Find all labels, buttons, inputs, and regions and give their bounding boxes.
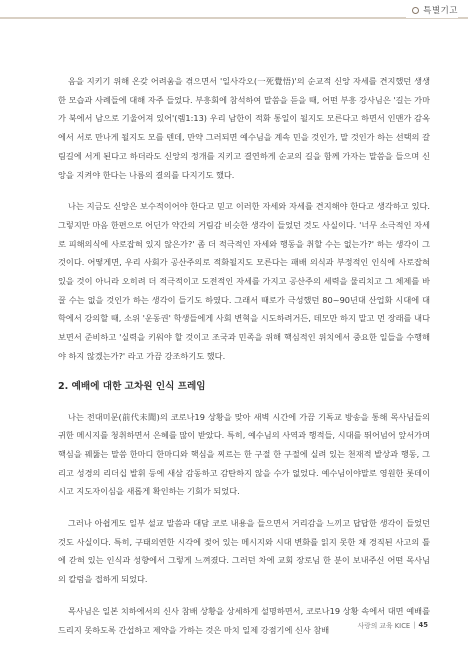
paragraph-3: 나는 전대미문(前代未聞)의 코로나19 상황을 맞아 새벽 시간에 가끔 기독교 방송을 통해 목사님들의 귀한 메시지를 청취하면서 은혜를 많이 받았다. 특히, 예수님의 사역과 행적들, 시대를 뛰어넘어 앞서가며 핵심을 꿰뚫는 말씀 한마디 한마디와 핵심을 찌르는 한 구절 한 구절에 실려 있는 천재적 발상과 행동, 그리고 성경의 리더십 발휘 등에 새삼 감동하고 감탄하지 않을 수가 없었다. 예수님이야말로 영원한 롯데이시고 지도자이심을 새롭게 확인하는 기회가 되었다. (58, 411, 430, 497)
page-footer (358, 620, 428, 630)
section-tag (406, 2, 458, 18)
section-label: 특별기고 (423, 6, 458, 16)
circle-bullet-icon (412, 7, 419, 14)
paragraph-2: 나는 지금도 신앙은 보수적이어야 한다고 믿고 이러한 자세와 자세를 견지해야 한다고 생각하고 있다. 그렇지만 마음 한편으로 어딘가 약간의 거림감 비슷한 생각이 들었던 것도 사실이다. '너무 소극적인 자세로 피해의식에 사로잡혀 있지 않은가?' 좀 더 적극적인 자세와 행동을 취할 수는 없는가?' 하는 생각이 그것이다. 어떻게면, 우리 사회가 공산주의로 적화될지도 모른다는 패배 의식과 부정적인 인식에 사로잡혀 있을 것이 아니라 오히려 더 적극적이고 도전적인 자세를 가지고 공산주의 세력을 물리치고 그 체제를 바꿀 수는 없을 것인가 하는 생각이 들기도 하였다. 그래서 때로가 극성했던 80~90년대 산업화 시대에 대학에서 강의할 때, 소위 '운동권' 학생들에게 사회 변혁을 시도하려거든, 데모만 하지 말고 먼 장래를 내다보면서 준비하고 '실력을 키워야 할 것이고 조국과 민족을 위해 핵심적인 위치에서 중요한 일들을 수행해야 하지 않겠는가?' 라고 가끔 강조하기도 했다. (58, 201, 430, 361)
header-rule (0, 17, 468, 19)
footer-separator: | (413, 621, 416, 629)
article-body (58, 72, 430, 652)
section-heading: 2. 예배에 대한 고차원 인식 프레임 (58, 380, 206, 392)
publication-name: 사랑의 교육 KICE (357, 622, 411, 630)
paragraph-4: 그러나 아쉽게도 일부 설교 말씀과 대담 코로 내용을 들으면서 거리감을 느끼고 답답한 생각이 들었던 것도 사실이다. 특히, 구태의연한 시각에 젖어 있는 메시지와 시대 변화를 읽지 못한 채 경직된 사고의 틀에 갇혀 있는 인식과 성향에서 그렇게 느껴졌다. 그러던 차에 교회 장로님 한 분이 보내주신 어떤 목사님의 칼럼을 접하게 되었다. (58, 518, 430, 585)
paragraph-1: 음을 지키기 위해 온갖 어려움을 겪으면서 '일사각오(一死覺悟)'의 순교적 신앙 자세를 견지했던 생생한 모습과 사례들에 대해 자주 들었다. 부흥회에 참석하여 말씀을 듣을 때, 어떤 부흥 강사님은 '길는 가마가 북에서 남으로 기울어져 있어'(렘1:13) 우리 남한이 적화 통일이 될지도 모른다고 하면서 인맨가 감옥에서 서로 만나게 될지도 모를 텐데, 만약 그러되면 예수님을 계속 민을 것인가, 말 것인가 하는 선택의 갈림길에 서게 된다고 하더라도 신앙의 정개를 지키고 결연하게 순교의 길을 함께 가자는 말씀을 들으며 신앙을 지켜야 한다는 나름의 결의를 다지기도 했다. (58, 76, 430, 180)
paragraph-5: 목사님은 일본 치하에서의 신사 참배 상황을 상세하게 설명하면서, 코로나19 상황 속에서 대면 예배를 드리지 못하도록 간섭하고 제약을 가하는 것은 마치 일제 강점기에 신사 참배 (58, 605, 430, 635)
page-number: 45 (418, 621, 428, 629)
